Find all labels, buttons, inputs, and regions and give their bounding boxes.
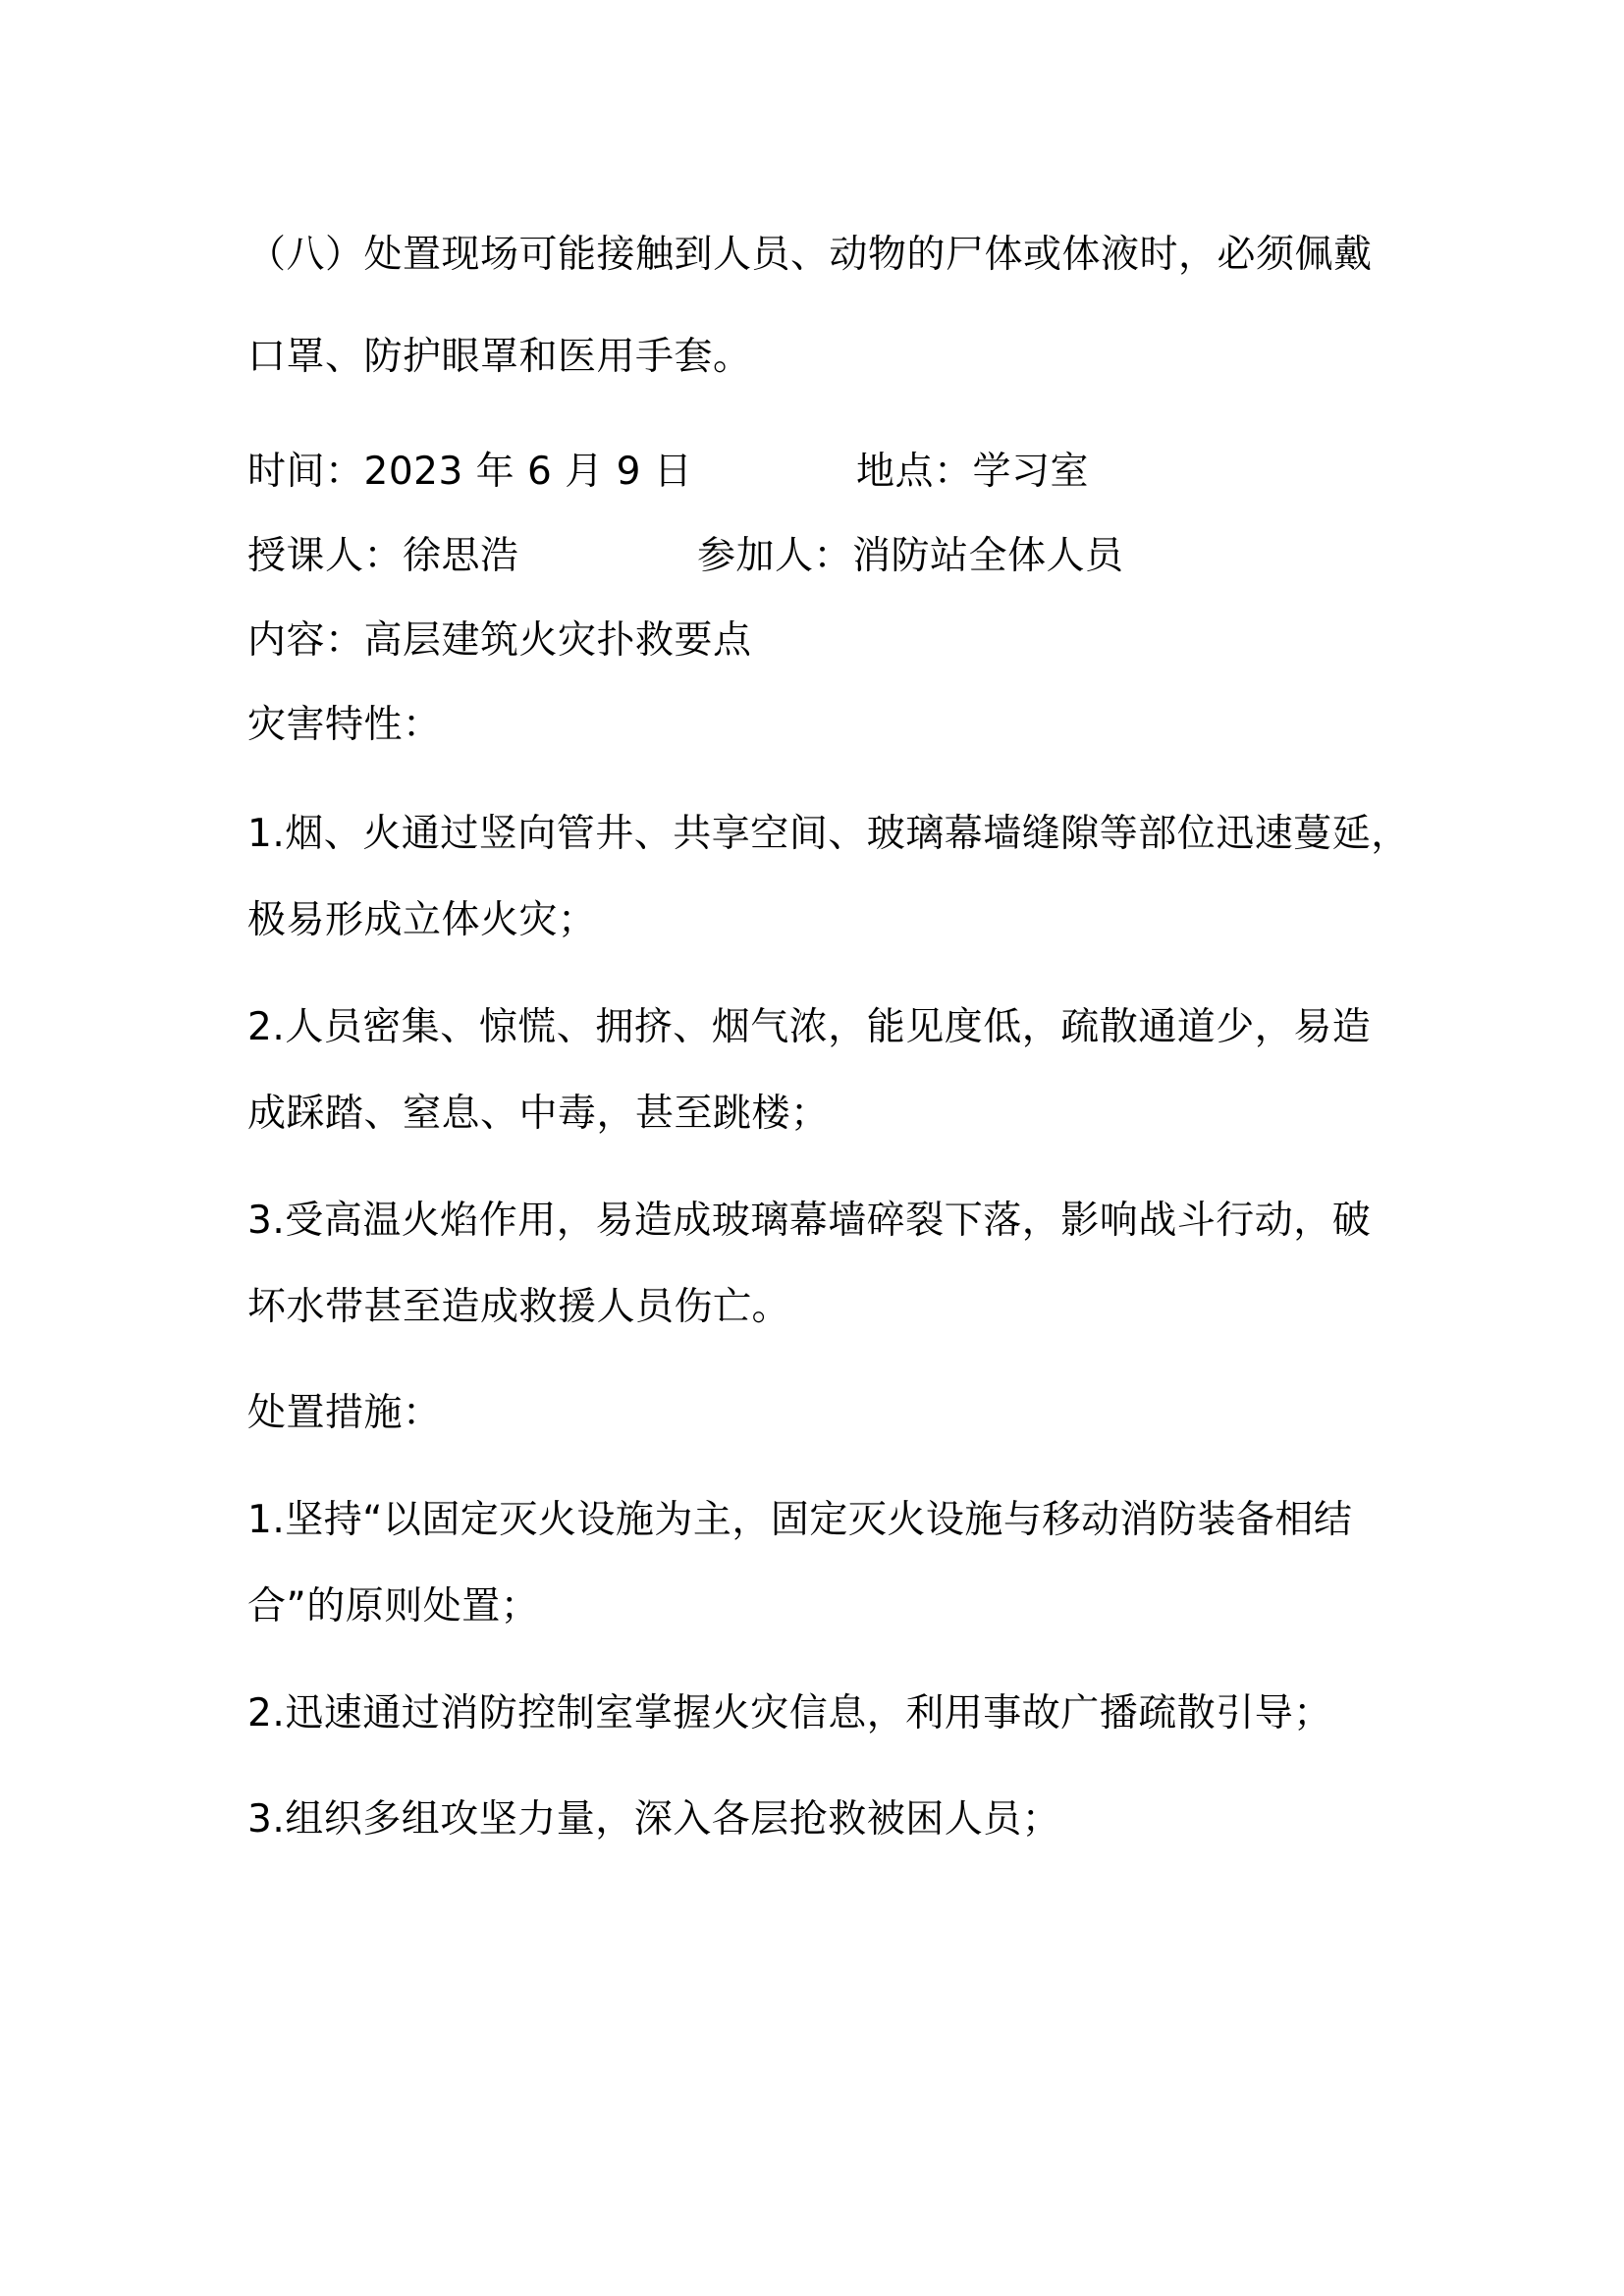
measure-item-1-line-2: 合”的原则处置； [247, 1584, 540, 1629]
measure-item-1-line-1: 1.坚持“以固定灭火设施为主，固定灭火设施与移动消防装备相结 [247, 1498, 1353, 1542]
measure-item-2: 2.迅速通过消防控制室掌握火灾信息，利用事故广播疏散引导； [247, 1691, 1332, 1735]
meta-row-people [247, 533, 1124, 580]
meta-content: 内容：高层建筑火灾扑救要点 [247, 618, 752, 663]
hazard-item-2-line-1: 2.人员密集、惊慌、拥挤、烟气浓，能见度低，疏散通道少，易造 [247, 1005, 1372, 1049]
meta-time: 时间：2023 年 6 月 9 日 [247, 450, 693, 494]
hazard-item-1-line-1: 1.烟、火通过竖向管井、共享空间、玻璃幕墙缝隙等部位迅速蔓延， [247, 812, 1410, 856]
meta-instructor: 授课人：徐思浩 [247, 534, 519, 578]
measure-item-3: 3.组织多组攻坚力量，深入各层抢救被困人员； [247, 1797, 1061, 1842]
meta-location: 地点：学习室 [856, 450, 1090, 494]
hazard-item-3-line-2: 坏水带甚至造成救援人员伤亡。 [247, 1285, 791, 1329]
measures-heading: 处置措施： [247, 1391, 442, 1435]
hazards-heading: 灾害特性： [247, 703, 442, 747]
hazard-item-2-line-2: 成踩踏、窒息、中毒，甚至跳楼； [247, 1092, 830, 1136]
hazard-item-1-line-2: 极易形成立体火灾； [247, 898, 597, 942]
intro-line-1: （八）处置现场可能接触到人员、动物的尸体或体液时，必须佩戴 [247, 233, 1373, 277]
intro-line-2: 口罩、防护眼罩和医用手套。 [247, 335, 752, 379]
meta-row-time-location [247, 449, 1090, 496]
meta-participants: 参加人：消防站全体人员 [697, 534, 1124, 578]
hazard-item-3-line-1: 3.受高温火焰作用，易造成玻璃幕墙碎裂下落，影响战斗行动，破 [247, 1199, 1372, 1243]
